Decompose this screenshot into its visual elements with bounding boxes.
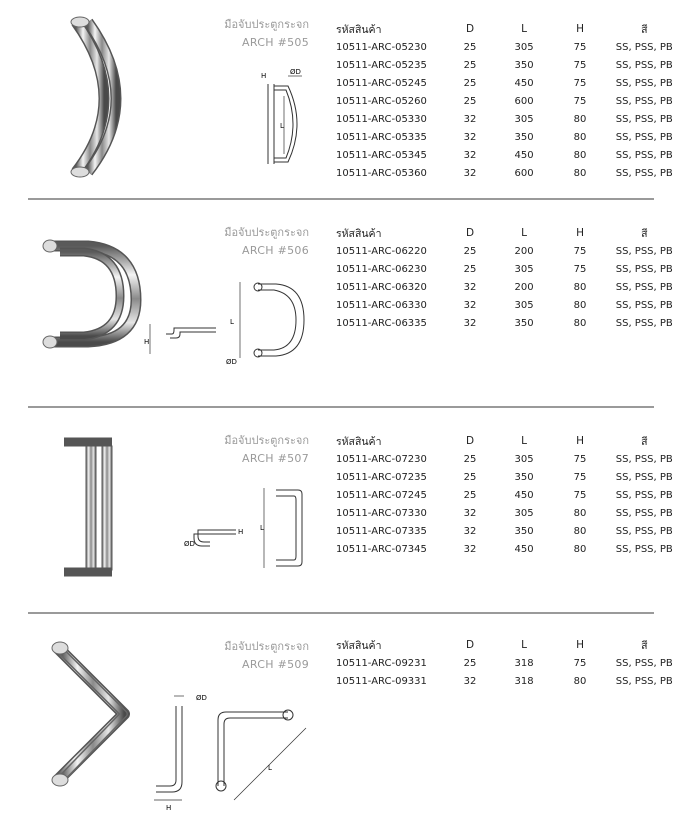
cell-color: SS, PSS, PB	[615, 675, 673, 687]
cell-h: 80	[573, 131, 587, 143]
cell-h: 75	[573, 77, 587, 89]
cell-l: 350	[514, 317, 534, 329]
cell-d: 32	[463, 675, 477, 687]
cell-d: 32	[463, 167, 477, 179]
cell-d: 32	[463, 507, 477, 519]
table-row	[336, 56, 684, 74]
table-row	[336, 164, 684, 182]
arch-507-l-label: L	[260, 524, 264, 532]
cell-code: 10511-ARC-05235	[336, 59, 427, 71]
cell-l: 200	[514, 245, 534, 257]
product-section-arch-509	[0, 614, 684, 816]
table-row	[336, 92, 684, 110]
cell-color: SS, PSS, PB	[615, 299, 673, 311]
arch-506-spec-table	[336, 224, 684, 332]
cell-h: 80	[573, 543, 587, 555]
arch-509-d-label: ØD	[196, 694, 207, 702]
cell-color: SS, PSS, PB	[615, 113, 673, 125]
cell-h: 80	[573, 113, 587, 125]
cell-code: 10511-ARC-09231	[336, 657, 427, 669]
cell-d: 32	[463, 131, 477, 143]
arch-505-model: ARCH #505	[242, 36, 309, 49]
cell-color: SS, PSS, PB	[615, 77, 673, 89]
arch-505-dimension-drawing	[258, 66, 318, 176]
cell-h: 75	[573, 489, 587, 501]
cell-color: SS, PSS, PB	[615, 131, 673, 143]
cell-h: 80	[573, 149, 587, 161]
cell-l: 200	[514, 281, 534, 293]
cell-h: 75	[573, 59, 587, 71]
cell-h: 75	[573, 657, 587, 669]
cell-color: SS, PSS, PB	[615, 59, 673, 71]
cell-code: 10511-ARC-05245	[336, 77, 427, 89]
cell-code: 10511-ARC-05335	[336, 131, 427, 143]
column-header-color: สี	[641, 639, 648, 652]
cell-code: 10511-ARC-06330	[336, 299, 427, 311]
cell-code: 10511-ARC-07335	[336, 525, 427, 537]
cell-l: 305	[514, 453, 534, 465]
cell-h: 75	[573, 245, 587, 257]
arch-507-handle-photo	[56, 432, 146, 582]
arch-506-h-label: H	[144, 338, 150, 346]
cell-d: 32	[463, 113, 477, 125]
table-row	[336, 672, 684, 690]
table-row	[336, 654, 684, 672]
table-row	[336, 540, 684, 558]
cell-h: 80	[573, 167, 587, 179]
cell-h: 75	[573, 41, 587, 53]
cell-code: 10511-ARC-06230	[336, 263, 427, 275]
cell-d: 32	[463, 281, 477, 293]
column-header-code: รหัสสินค้า	[336, 435, 382, 448]
table-row	[336, 38, 684, 56]
cell-code: 10511-ARC-05360	[336, 167, 427, 179]
arch-507-category: มือจับประตูกระจก	[224, 434, 309, 447]
cell-h: 80	[573, 281, 587, 293]
product-section-arch-507	[0, 408, 684, 614]
column-header-l: L	[521, 639, 527, 651]
arch-506-dimension-drawing	[140, 274, 330, 374]
cell-color: SS, PSS, PB	[615, 281, 673, 293]
arch-506-d-label: ØD	[226, 358, 237, 366]
cell-h: 80	[573, 675, 587, 687]
cell-d: 25	[463, 263, 477, 275]
column-header-d: D	[466, 227, 475, 239]
cell-l: 350	[514, 59, 534, 71]
column-header-color: สี	[641, 435, 648, 448]
cell-code: 10511-ARC-07230	[336, 453, 427, 465]
cell-d: 25	[463, 657, 477, 669]
cell-l: 305	[514, 263, 534, 275]
cell-l: 350	[514, 471, 534, 483]
arch-507-caption	[189, 432, 309, 468]
cell-l: 318	[514, 675, 534, 687]
cell-color: SS, PSS, PB	[615, 507, 673, 519]
table-row	[336, 450, 684, 468]
cell-h: 80	[573, 317, 587, 329]
column-header-d: D	[466, 23, 475, 35]
cell-color: SS, PSS, PB	[615, 453, 673, 465]
arch-505-l-label: L	[280, 122, 284, 130]
arch-509-h-label: H	[166, 804, 172, 812]
arch-509-spec-table	[336, 636, 684, 690]
column-header-code: รหัสสินค้า	[336, 639, 382, 652]
cell-d: 32	[463, 149, 477, 161]
cell-h: 80	[573, 299, 587, 311]
cell-color: SS, PSS, PB	[615, 263, 673, 275]
table-row	[336, 314, 684, 332]
cell-code: 10511-ARC-05345	[336, 149, 427, 161]
arch-505-d-label: ØD	[290, 68, 301, 76]
cell-color: SS, PSS, PB	[615, 41, 673, 53]
cell-h: 75	[573, 471, 587, 483]
table-row	[336, 146, 684, 164]
arch-509-l-label: L	[268, 764, 272, 772]
column-header-l: L	[521, 23, 527, 35]
cell-l: 450	[514, 77, 534, 89]
table-row	[336, 260, 684, 278]
table-row	[336, 110, 684, 128]
arch-506-handle-photo	[36, 230, 146, 360]
cell-code: 10511-ARC-05260	[336, 95, 427, 107]
cell-d: 25	[463, 41, 477, 53]
column-header-h: H	[576, 23, 584, 35]
cell-code: 10511-ARC-06220	[336, 245, 427, 257]
cell-h: 80	[573, 507, 587, 519]
table-row	[336, 468, 684, 486]
arch-507-model: ARCH #507	[242, 452, 309, 465]
arch-506-l-label: L	[230, 318, 234, 326]
cell-h: 75	[573, 263, 587, 275]
cell-d: 32	[463, 317, 477, 329]
cell-color: SS, PSS, PB	[615, 543, 673, 555]
cell-color: SS, PSS, PB	[615, 657, 673, 669]
arch-509-caption	[189, 638, 309, 674]
column-header-code: รหัสสินค้า	[336, 227, 382, 240]
column-header-color: สี	[641, 227, 648, 240]
column-header-l: L	[521, 435, 527, 447]
table-header-row	[336, 636, 684, 654]
cell-d: 32	[463, 299, 477, 311]
arch-505-spec-table	[336, 20, 684, 182]
column-header-h: H	[576, 435, 584, 447]
cell-l: 305	[514, 507, 534, 519]
cell-code: 10511-ARC-05330	[336, 113, 427, 125]
arch-506-caption	[189, 224, 309, 260]
cell-d: 25	[463, 95, 477, 107]
cell-l: 318	[514, 657, 534, 669]
cell-color: SS, PSS, PB	[615, 245, 673, 257]
cell-code: 10511-ARC-06335	[336, 317, 427, 329]
cell-l: 450	[514, 149, 534, 161]
cell-d: 32	[463, 543, 477, 555]
product-section-arch-506	[0, 200, 684, 408]
cell-code: 10511-ARC-06320	[336, 281, 427, 293]
cell-d: 25	[463, 77, 477, 89]
arch-509-model: ARCH #509	[242, 658, 309, 671]
arch-507-h-label: H	[238, 528, 244, 536]
product-section-arch-505	[0, 0, 684, 200]
column-header-color: สี	[641, 23, 648, 36]
arch-505-caption	[189, 16, 309, 52]
cell-l: 305	[514, 113, 534, 125]
arch-507-d-label: ØD	[184, 540, 195, 548]
cell-color: SS, PSS, PB	[615, 471, 673, 483]
table-row	[336, 128, 684, 146]
cell-d: 25	[463, 453, 477, 465]
cell-h: 75	[573, 95, 587, 107]
cell-color: SS, PSS, PB	[615, 167, 673, 179]
table-row	[336, 486, 684, 504]
table-row	[336, 504, 684, 522]
cell-h: 80	[573, 525, 587, 537]
cell-l: 305	[514, 299, 534, 311]
table-row	[336, 74, 684, 92]
cell-code: 10511-ARC-07235	[336, 471, 427, 483]
cell-code: 10511-ARC-07345	[336, 543, 427, 555]
cell-l: 600	[514, 167, 534, 179]
column-header-d: D	[466, 639, 475, 651]
cell-l: 350	[514, 131, 534, 143]
table-row	[336, 242, 684, 260]
table-row	[336, 296, 684, 314]
cell-l: 305	[514, 41, 534, 53]
cell-code: 10511-ARC-09331	[336, 675, 427, 687]
cell-code: 10511-ARC-07330	[336, 507, 427, 519]
cell-d: 25	[463, 59, 477, 71]
cell-d: 32	[463, 525, 477, 537]
cell-d: 25	[463, 245, 477, 257]
arch-505-category: มือจับประตูกระจก	[224, 18, 309, 31]
cell-color: SS, PSS, PB	[615, 149, 673, 161]
table-row	[336, 522, 684, 540]
column-header-h: H	[576, 227, 584, 239]
arch-509-category: มือจับประตูกระจก	[224, 640, 309, 653]
arch-507-dimension-drawing	[180, 484, 320, 584]
cell-h: 75	[573, 453, 587, 465]
cell-l: 350	[514, 525, 534, 537]
cell-color: SS, PSS, PB	[615, 95, 673, 107]
cell-color: SS, PSS, PB	[615, 317, 673, 329]
cell-d: 25	[463, 489, 477, 501]
table-header-row	[336, 20, 684, 38]
cell-l: 600	[514, 95, 534, 107]
cell-color: SS, PSS, PB	[615, 489, 673, 501]
arch-505-handle-photo	[62, 10, 132, 190]
arch-509-handle-photo	[40, 634, 140, 794]
cell-d: 25	[463, 471, 477, 483]
table-header-row	[336, 224, 684, 242]
column-header-l: L	[521, 227, 527, 239]
cell-l: 450	[514, 489, 534, 501]
table-header-row	[336, 432, 684, 450]
column-header-code: รหัสสินค้า	[336, 23, 382, 36]
arch-507-spec-table	[336, 432, 684, 558]
arch-506-category: มือจับประตูกระจก	[224, 226, 309, 239]
cell-code: 10511-ARC-07245	[336, 489, 427, 501]
arch-505-h-label: H	[261, 72, 267, 80]
arch-509-dimension-drawing	[146, 686, 326, 816]
cell-l: 450	[514, 543, 534, 555]
column-header-d: D	[466, 435, 475, 447]
cell-code: 10511-ARC-05230	[336, 41, 427, 53]
column-header-h: H	[576, 639, 584, 651]
cell-color: SS, PSS, PB	[615, 525, 673, 537]
table-row	[336, 278, 684, 296]
arch-506-model: ARCH #506	[242, 244, 309, 257]
